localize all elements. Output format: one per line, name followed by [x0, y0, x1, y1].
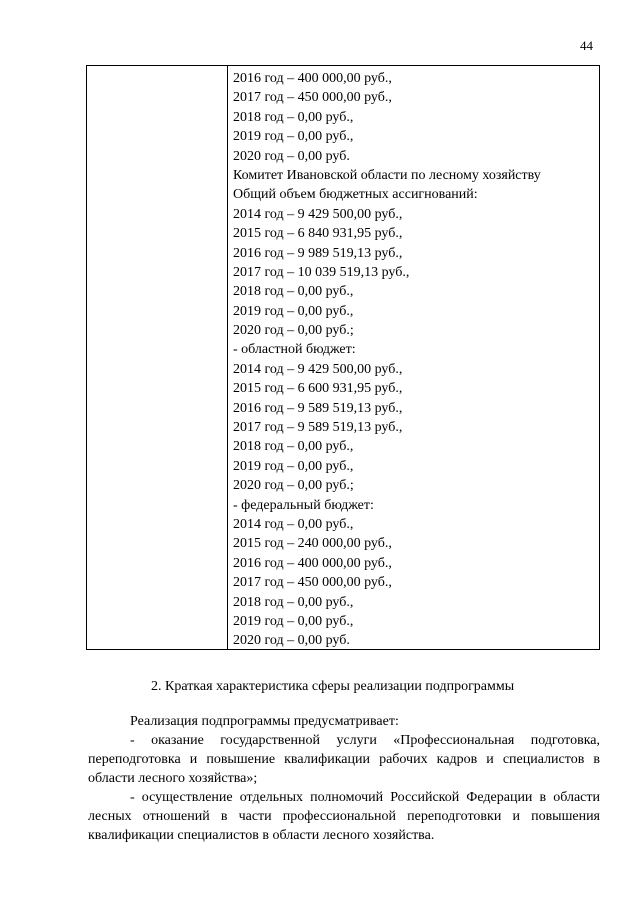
- budget-line: 2018 год – 0,00 руб.,: [233, 109, 354, 125]
- budget-table: [86, 65, 600, 650]
- budget-line: 2016 год – 400 000,00 руб.,: [233, 71, 392, 86]
- page-number: 44: [580, 38, 593, 53]
- budget-line: 2014 год – 9 429 500,00 руб.,: [233, 206, 403, 222]
- budget-line: - федеральный бюджет:: [233, 497, 374, 513]
- budget-line: 2016 год – 9 989 519,13 руб.,: [233, 245, 403, 261]
- budget-line: 2016 год – 400 000,00 руб.,: [233, 555, 392, 571]
- budget-line: 2015 год – 6 840 931,95 руб.,: [233, 226, 403, 242]
- budget-line: 2020 год – 0,00 руб.;: [233, 478, 354, 494]
- budget-line: 2017 год – 9 589 519,13 руб.,: [233, 420, 403, 436]
- budget-line: 2015 год – 240 000,00 руб.,: [233, 536, 392, 552]
- budget-line: 2017 год – 450 000,00 руб.,: [233, 575, 392, 591]
- budget-line: 2014 год – 0,00 руб.,: [233, 516, 354, 532]
- intro-paragraph: Реализация подпрограммы предусматривает:: [130, 714, 399, 729]
- budget-line: 2018 год – 0,00 руб.,: [233, 284, 354, 300]
- column-divider: [227, 66, 228, 649]
- budget-line: 2014 год – 9 429 500,00 руб.,: [233, 361, 403, 377]
- budget-line: Общий объем бюджетных ассигнований:: [233, 187, 478, 203]
- budget-line: 2020 год – 0,00 руб.;: [233, 323, 354, 339]
- budget-line: 2018 год – 0,00 руб.,: [233, 594, 354, 610]
- list-item-training-service: - оказание государственной услуги «Профессиональная подготовка, переподготовка и повышение квалификации рабочих кадров и специалистов в области лесного хозяйства»;: [88, 733, 600, 786]
- budget-line: 2019 год – 0,00 руб.,: [233, 458, 354, 474]
- budget-line: Комитет Ивановской области по лесному хозяйству: [233, 167, 541, 183]
- budget-line: 2016 год – 9 589 519,13 руб.,: [233, 400, 403, 416]
- budget-line: - областной бюджет:: [233, 342, 356, 358]
- budget-line: 2020 год – 0,00 руб.: [233, 633, 350, 649]
- budget-line: 2019 год – 0,00 руб.,: [233, 303, 354, 319]
- budget-lines: [233, 69, 541, 651]
- section-heading: 2. Краткая характеристика сферы реализации подпрограммы: [151, 679, 515, 694]
- budget-line: 2017 год – 450 000,00 руб.,: [233, 90, 392, 106]
- budget-line: 2018 год – 0,00 руб.,: [233, 439, 354, 455]
- budget-line: 2015 год – 6 600 931,95 руб.,: [233, 381, 403, 397]
- budget-line: 2020 год – 0,00 руб.: [233, 148, 350, 164]
- list-item-federal-powers: - осуществление отдельных полномочий Российской Федерации в области лесных отношений в части профессиональной переподготовки и повышения квалификации специалистов в области лесного хозяйства.: [88, 790, 600, 843]
- budget-line: 2019 год – 0,00 руб.,: [233, 613, 354, 629]
- budget-line: 2019 год – 0,00 руб.,: [233, 129, 354, 145]
- budget-line: 2017 год – 10 039 519,13 руб.,: [233, 264, 410, 280]
